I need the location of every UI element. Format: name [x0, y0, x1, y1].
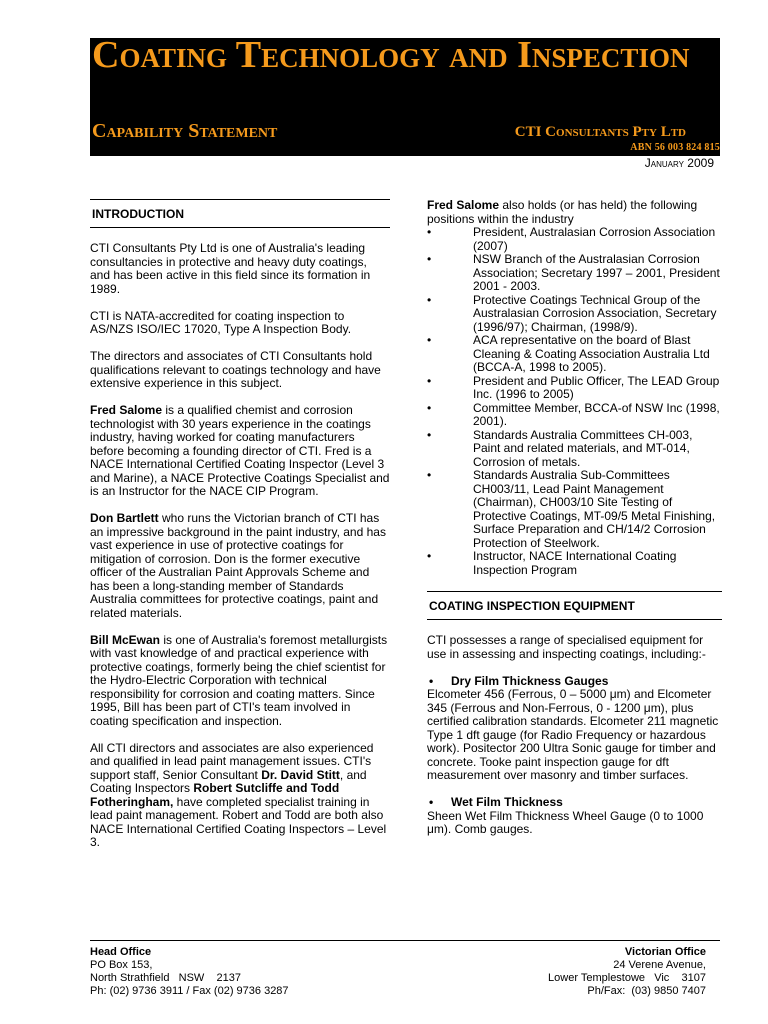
person-name: Dr. David Stitt [261, 767, 340, 782]
phone-line: Ph/Fax: (03) 9850 7407 [587, 985, 706, 997]
footer-rule [90, 940, 720, 941]
person-name: Don Bartlett [90, 511, 159, 525]
wft-heading: • Wet Film Thickness [427, 796, 722, 810]
person-name: Bill McEwan [90, 632, 161, 647]
intro-paragraph: The directors and associates of CTI Consultants hold qualifications relevant to coatings technology and have extensive experience in this subject. [90, 349, 381, 390]
address-line: North Strathfield NSW 2137 [90, 972, 242, 984]
intro-paragraph: CTI is NATA-accredited for coating inspection to AS/NZS ISO/IEC 17020, Type A Inspection Body. [90, 308, 352, 336]
dft-description: Elcometer 456 (Ferrous, 0 – 5000 μm) and Elcometer 345 (Ferrous and Non-Ferrous, 0 - 1200 μm), plus certified calibration standards. Elcometer 211 magnetic Type 1 dft gauge (for Radio Frequency or hazardous work). Positector 200 Ultra Sonic gauge for timber and concrete. Tooke paint inspection gauge for dft measurement over masonry and timber surfaces. [427, 687, 719, 782]
introduction-heading: INTRODUCTION [92, 207, 184, 221]
section-rule-bottom [427, 619, 722, 620]
person-name: Fred Salome [90, 403, 163, 417]
address-line: 24 Verene Avenue, [613, 959, 706, 971]
equipment-heading: COATING INSPECTION EQUIPMENT [429, 599, 635, 613]
intro-paragraph: CTI Consultants Pty Ltd is one of Australia's leading consultancies in protective and heavy duty coatings, and has been active in this field since its formation in 1989. [90, 241, 371, 296]
list-item: • ACA representative on the board of Blast Cleaning & Coating Association Australia Ltd (BCCA-A, 1998 to 2005). [427, 334, 722, 375]
bio-paragraph-bill-mcewan: Bill McEwan is one of Australia's foremost metallurgists with vast knowledge of and practical experience with protective coatings, formerly being the chief scientist for the Hydro-Electric Corporation with technical responsibility for corrosion and coating matters. Since 1995, Bill has been part of CTI's team involved in coating specification and inspection. [90, 632, 388, 728]
list-item: • Standards Australia Committees CH-003, Paint and related materials, and MT-014, Corrosion of metals. [427, 429, 722, 470]
list-item: • Instructor, NACE International Coating Inspection Program [427, 550, 722, 577]
victorian-office-address [548, 946, 706, 998]
positions-intro: Fred Salome also holds (or has held) the following positions within the industry [427, 198, 698, 226]
company-name: CTI Consultants Pty Ltd [514, 124, 686, 140]
list-item: • Committee Member, BCCA-of NSW Inc (1998, 2001). [427, 402, 722, 429]
address-line: Lower Templestowe Vic 3107 [548, 972, 706, 984]
bio-paragraph-don-bartlett: Don Bartlett who runs the Victorian branch of CTI has an impressive background in the paint industry, and has vast experience in use of protective coatings for mitigation of corrosion. Don is the former executive officer of the Australian Paint Approvals Scheme and has been a long-standing member of Standards Australia committees for protective coatings, paint and related materials. [90, 511, 386, 620]
list-item: • NSW Branch of the Australasian Corrosion Association; Secretary 1997 – 2001, President 2001 - 2003. [427, 253, 722, 294]
equipment-intro: CTI possesses a range of specialised equipment for use in assessing and inspecting coatings, including:- [427, 633, 706, 661]
wft-description: Sheen Wet Film Thickness Wheel Gauge (0 to 1000 μm). Comb gauges. [427, 808, 704, 836]
phone-line: Ph: (02) 9736 3911 / Fax (02) 9736 3287 [90, 985, 289, 997]
abn-number: ABN 56 003 824 815 [630, 142, 720, 153]
right-column [427, 199, 722, 850]
left-column [90, 199, 390, 863]
list-item: • Protective Coatings Technical Group of the Australasian Corrosion Association, Secretary (1996/97); Chairman, (1998/9). [427, 294, 722, 335]
list-item: • Standards Australia Sub-Committees CH003/11, Lead Paint Management (Chairman), CH003/10 Site Testing of Protective Coatings, MT-09/5 Metal Finishing, Surface Preparation and CH/14/2 Corrosion Protection of Steelwork. [427, 469, 722, 550]
dft-heading: • Dry Film Thickness Gauges [427, 675, 722, 689]
positions-list [427, 226, 722, 577]
victorian-office-label: Victorian Office [624, 946, 706, 958]
document-title: Coating Technology and Inspection [92, 34, 690, 76]
document-date: January 2009 [644, 156, 714, 170]
section-rule-bottom [90, 227, 390, 228]
address-line: PO Box 153, [90, 959, 153, 971]
staff-paragraph: All CTI directors and associates are also experienced and qualified in lead paint management issues. CTI's support staff, Senior Consultant Dr. David Stitt, and Coating Inspectors Robert Sutcliffe and Todd Fotheringham, have completed specialist training in lead paint management. Robert and Todd are both also NACE International Certified Coating Inspectors – Level 3. [90, 740, 387, 849]
person-name: Robert Sutcliffe and Todd Fotheringham, [90, 781, 340, 809]
document-subtitle: Capability Statement [92, 120, 278, 142]
list-item: • President, Australasian Corrosion Association (2007) [427, 226, 722, 253]
head-office-address [90, 946, 289, 998]
head-office-label: Head Office [90, 946, 152, 958]
bio-paragraph-fred-salome: Fred Salome is a qualified chemist and corrosion technologist with 30 years experience in the coatings industry, having worked for coating manufacturers before becoming a founding director of CTI. Fred is a NACE International Certified Coating Inspector (Level 3 and Marine), a NACE Protective Coatings Specialist and is an Instructor for the NACE CIP Program. [90, 403, 390, 498]
person-name: Fred Salome [427, 198, 500, 212]
list-item: • President and Public Officer, The LEAD Group Inc. (1996 to 2005) [427, 375, 722, 402]
